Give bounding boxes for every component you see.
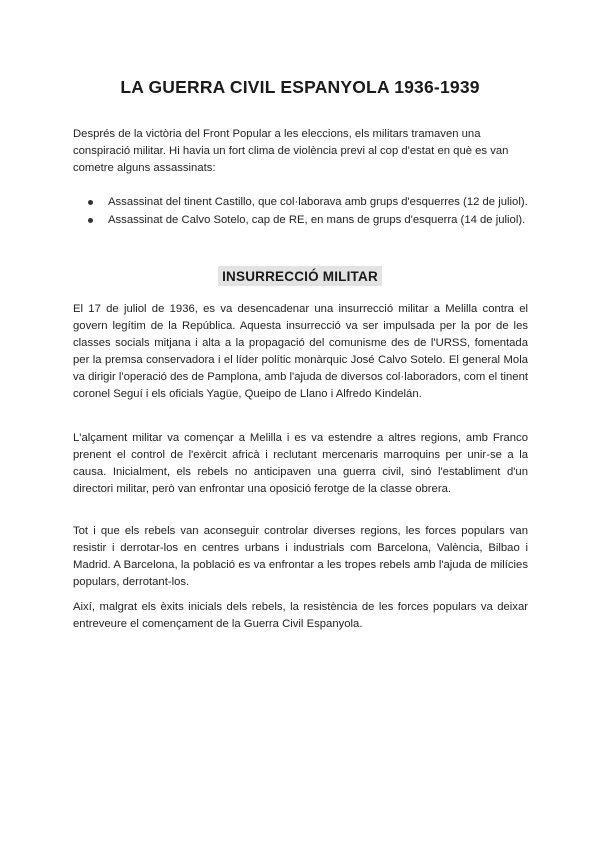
list-item-text: Assassinat del tinent Castillo, que col·laborava amb grups d'esquerres (12 de juliol). [108, 196, 528, 208]
list-item-text: Assassinat de Calvo Sotelo, cap de RE, en mans de grups d'esquerra (14 de juliol). [108, 214, 526, 226]
intro-paragraph: Després de la victòria del Front Popular a les eleccions, els militars tramaven una conspiració militar. Hi havia un fort clima de violència previ al cop d'estat en què es van cometre alguns assassinats: [73, 128, 509, 174]
body-paragraph: L'alçament militar va començar a Melilla i es va estendre a altres regions, amb Franco prenent el control de l'exèrcit africà i reclutant mercenaris marroquins per unir-se a la causa. Inicialment, els rebels no anticipaven una guerra civil, sinó l'establiment d'un directori militar, però van enfrontar una oposició ferotge de la classe obrera. [73, 432, 528, 495]
bullet-dot-icon [88, 200, 93, 205]
body-paragraph: Així, malgrat els èxits inicials dels rebels, la resistència de les forces populars va deixar entreveure el començament de la Guerra Civil Espanyola. [73, 601, 528, 630]
list-item [88, 212, 538, 229]
assassinations-list [88, 194, 538, 230]
bullet-dot-icon [88, 218, 93, 223]
body-paragraph: El 17 de juliol de 1936, es va desencadenar una insurrecció militar a Melilla contra el govern legítim de la República. Aquesta insurrecció va ser impulsada per la por de les classes socials mitjana i alta a la propagació del comunisme des de l'URSS, fomentada per la premsa conservadora i el líder polític monàrquic José Calvo Sotelo. El general Mola va dirigir l'operació des de Pamplona, amb l'ajuda de diversos col·laboradors, com el tinent coronel Seguí i els oficials Yagüe, Queipo de Llano i Alfredo Kindelán. [73, 303, 528, 400]
section-heading-container [0, 266, 600, 286]
section-heading: INSURRECCIÓ MILITAR [218, 266, 382, 286]
body-paragraph: Tot i que els rebels van aconseguir controlar diverses regions, les forces populars van resistir i derrotar-los en centres urbans i industrials com Barcelona, València, Bilbao i Madrid. A Barcelona, la població es va enfrontar a les tropes rebels amb l'ajuda de milícies populars, derrotant-los. [73, 525, 528, 588]
list-item [88, 194, 538, 211]
document-title: LA GUERRA CIVIL ESPANYOLA 1936-1939 [120, 77, 480, 97]
